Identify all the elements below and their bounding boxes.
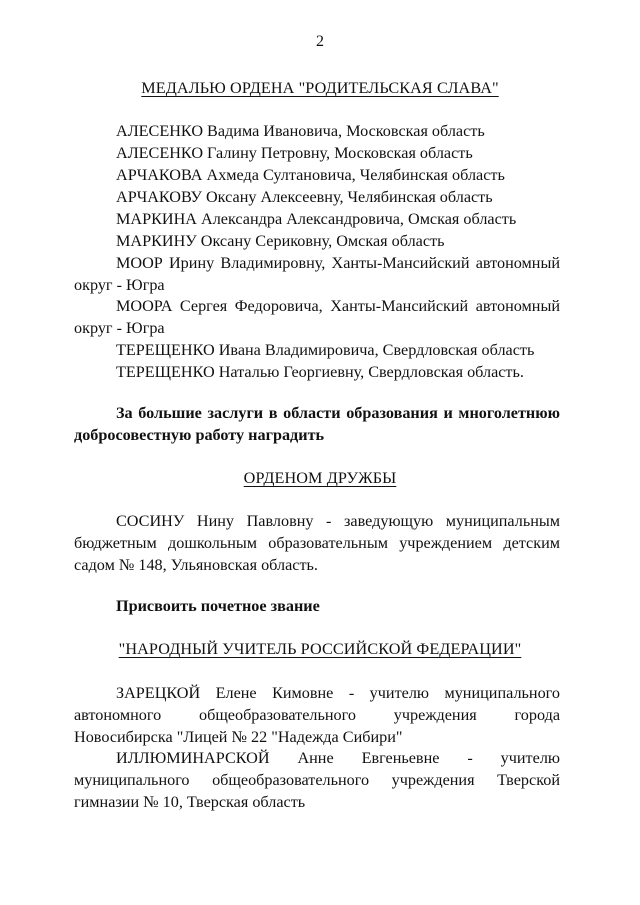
medal-section-heading: МЕДАЛЬЮ ОРДЕНА "РОДИТЕЛЬСКАЯ СЛАВА" — [141, 79, 499, 97]
awardee-line: МАРКИНА Александра Александровича, Омская область — [116, 210, 517, 228]
awardee-line: ТЕРЕЩЕНКО Ивана Владимировича, Свердловская область — [116, 341, 535, 359]
honorary-title-intro: Присвоить почетное звание — [116, 597, 320, 615]
awardee-line: МООРА Сергея Федоровича, Ханты-Мансийский автономный — [116, 297, 560, 315]
education-intro-line2: добросовестную работу наградить — [74, 426, 325, 444]
teacher-section-heading: "НАРОДНЫЙ УЧИТЕЛЬ РОССИЙСКОЙ ФЕДЕРАЦИИ" — [118, 640, 522, 658]
friendship-awardee-line3: садом № 148, Ульяновская область. — [74, 556, 318, 574]
awardee-line: ТЕРЕЩЕНКО Наталью Георгиевну, Свердловская область. — [116, 363, 524, 381]
awardee-line: АЛЕСЕНКО Вадима Ивановича, Московская область — [116, 122, 485, 140]
awardee-line-continuation: округ - Югра — [74, 319, 165, 337]
awardee-line: АРЧАКОВА Ахмеда Султановича, Челябинская область — [116, 166, 505, 184]
teacher-awardee-line: автономного общеобразовательного учреждения города — [74, 706, 560, 724]
awardee-line: МАРКИНУ Оксану Сериковну, Омская область — [116, 232, 445, 250]
friendship-awardee-line2: бюджетным дошкольным образовательным учреждением детским — [74, 534, 560, 552]
teacher-awardee-line: муниципального общеобразовательного учреждения Тверской — [74, 771, 560, 789]
awardee-line: МООР Ирину Владимировну, Ханты-Мансийский автономный — [116, 254, 560, 272]
education-intro-line1: За большие заслуги в области образования и многолетнюю — [116, 404, 560, 422]
teacher-awardee-line: ИЛЛЮМИНАРСКОЙ Анне Евгеньевне - учителю — [116, 749, 560, 767]
awardee-line: АЛЕСЕНКО Галину Петровну, Московская область — [116, 144, 473, 162]
awardee-line-continuation: округ - Югра — [74, 276, 165, 294]
teacher-awardee-line: ЗАРЕЦКОЙ Елене Кимовне - учителю муниципального — [116, 684, 560, 702]
friendship-section-heading: ОРДЕНОМ ДРУЖБЫ — [243, 469, 397, 487]
teacher-awardee-line: гимназии № 10, Тверская область — [74, 793, 306, 811]
page-number: 2 — [316, 33, 324, 50]
teacher-awardee-line: Новосибирска "Лицей № 22 "Надежда Сибири" — [74, 728, 403, 746]
awardee-line: АРЧАКОВУ Оксану Алексеевну, Челябинская область — [116, 188, 493, 206]
friendship-awardee-line1: СОСИНУ Нину Павловну - заведующую муниципальным — [116, 512, 560, 530]
